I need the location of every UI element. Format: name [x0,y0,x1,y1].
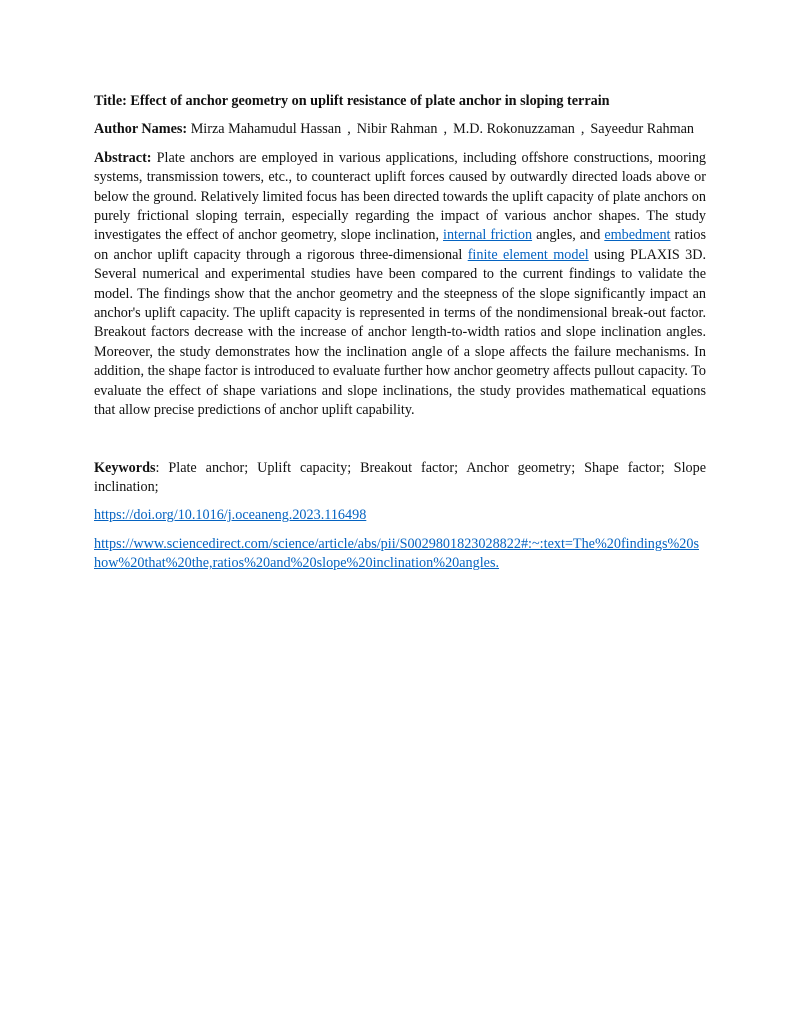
abstract-label: Abstract: [94,149,152,166]
keywords-text: : Plate anchor; Uplift capacity; Breakout factor; Anchor geometry; Shape factor; Slope inclination; [94,459,706,495]
abstract-paragraph [94,149,706,421]
internal-friction-link[interactable]: internal friction [443,227,533,244]
embedment-link[interactable]: embedment [604,227,671,244]
keywords-label: Keywords [94,459,156,476]
keywords-paragraph [94,459,706,498]
author-name: Nibir Rahman [356,121,438,138]
abstract-text-part: Plate anchors are employed in various applications, including offshore constructions, mooring systems, transmission towers, etc., to counteract uplift forces caused by outwardly directed loads above or below the ground. Relatively limited focus has been directed towards the uplift capacity of plate anchors on purely frictional sloping terrain, especially regarding the impact of various anchor shapes. The study investigates the effect of anchor geometry, slope inclination, [94,149,707,244]
author-line [94,120,706,139]
abstract-text-part: ratios on anchor uplift capacity through a rigorous three-dimensional [94,227,707,263]
abstract-text-part: angles, and [536,227,601,244]
author-separator: , [347,121,351,138]
title-text: Effect of anchor geometry on uplift resistance of plate anchor in sloping terrain [130,93,610,109]
author-separator: , [443,121,448,138]
author-name: Sayeedur Rahman [590,121,695,138]
finite-element-model-link[interactable]: finite element model [467,246,589,263]
paper-title [94,92,706,111]
author-names-label: Author Names: [94,121,188,138]
doi-line [94,506,706,525]
doi-link[interactable]: https://doi.org/10.1016/j.oceaneng.2023.116498 [94,507,367,524]
author-separator: , [580,121,585,138]
author-name: M.D. Rokonuzzaman [453,121,575,138]
sciencedirect-line [94,535,706,574]
author-name: Mirza Mahamudul Hassan [190,121,342,138]
document-page [94,92,706,583]
sciencedirect-link[interactable]: https://www.sciencedirect.com/science/article/abs/pii/S0029801823028822#:~:text=The%20findings%20show%20that%20the,ratios%20and%20slope%20inclination%20angles. [94,535,699,572]
abstract-text-part: using PLAXIS 3D. Several numerical and experimental studies have been compared to the current findings to validate the model. The findings show that the anchor geometry and the steepness of the slope significantly impact an anchor's uplift capacity. The uplift capacity is represented in terms of the nondimensional break-out factor. Breakout factors decrease with the increase of anchor length-to-width ratios and slope inclination angles. Moreover, the study demonstrates how the inclination angle of a slope affects the failure mechanisms. In addition, the shape factor is introduced to evaluate further how anchor geometry affects pullout capacity. To evaluate the effect of shape variations and slope inclinations, the study provides mathematical equations that allow precise predictions of anchor uplift capability. [94,246,707,419]
title-label: Title: [94,93,127,109]
